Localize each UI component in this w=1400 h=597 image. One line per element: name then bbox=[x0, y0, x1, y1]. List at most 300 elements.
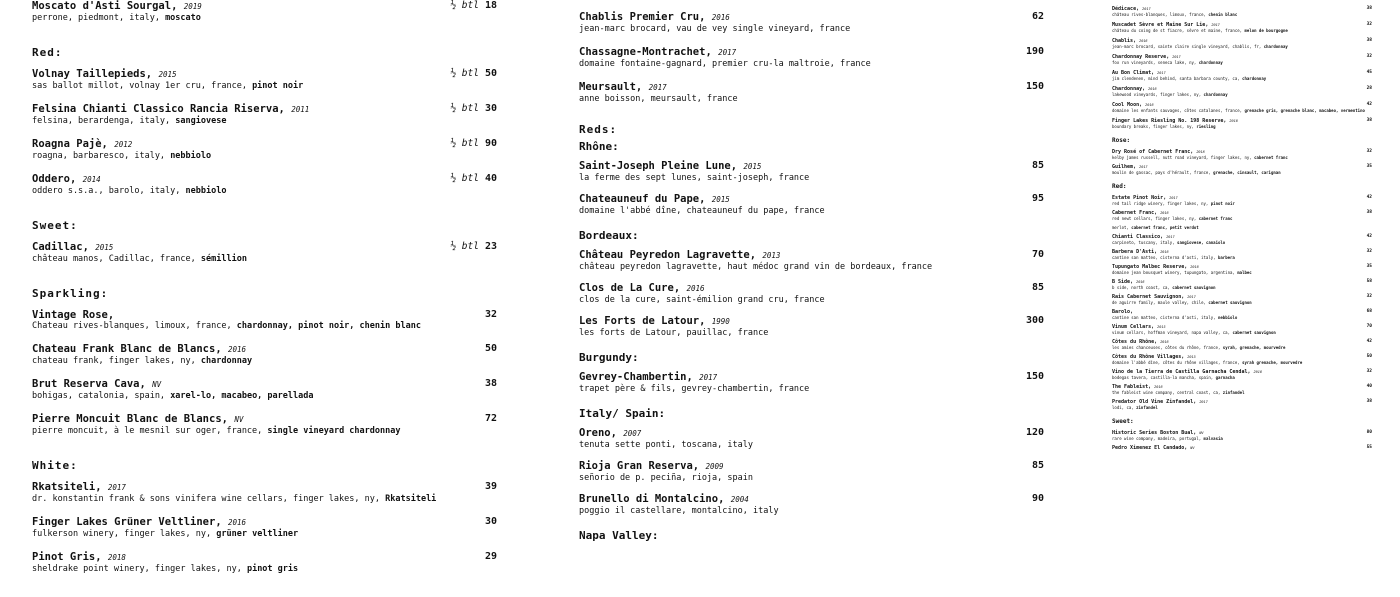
price-value: 38 bbox=[1366, 399, 1372, 404]
price-value: 120 bbox=[1025, 427, 1044, 438]
wine-producer: les forts de Latour, pauillac, france bbox=[579, 328, 769, 338]
wine-grape: cabernet franc bbox=[1254, 155, 1288, 160]
wine-description bbox=[1112, 12, 1372, 17]
wine-title: Chablis bbox=[1112, 38, 1134, 44]
wine-name: Dry Rosé of Cabernet Franc, 2018 bbox=[1112, 149, 1205, 155]
wine-description bbox=[1112, 170, 1372, 175]
price-value: 38 bbox=[1366, 6, 1372, 11]
wine-producer: bohigas, catalonia, spain, bbox=[32, 391, 166, 401]
wine-name: Vinum Cellars, 2015 bbox=[1112, 324, 1166, 330]
wine-title: Oreno bbox=[579, 427, 611, 439]
wine-price bbox=[1367, 195, 1372, 200]
half-bottle-label: ½ btl bbox=[450, 68, 479, 79]
wine-description bbox=[579, 295, 1044, 306]
wine-price bbox=[485, 551, 497, 562]
wine-title: Estate Pinot Noir bbox=[1112, 195, 1164, 201]
wine-grape: syrah grenache, mourvedre bbox=[1242, 360, 1303, 365]
wine-grape: nebbiolo bbox=[185, 186, 227, 196]
wine-title: Chateau Frank Blanc de Blancs bbox=[32, 343, 216, 355]
wine-entry bbox=[579, 371, 1044, 395]
half-bottle-label: ½ btl bbox=[450, 0, 479, 11]
wine-year: 2015 bbox=[158, 70, 177, 79]
wine-producer: red newt cellars, finger lakes, ny, bbox=[1112, 216, 1197, 221]
wine-price bbox=[1026, 81, 1044, 92]
wine-year: NV bbox=[152, 380, 162, 389]
wine-title: Tupungato Malbec Reserve bbox=[1112, 264, 1185, 270]
half-bottle-label: ½ btl bbox=[450, 241, 479, 252]
column-left bbox=[32, 0, 497, 597]
wine-price bbox=[450, 68, 497, 79]
wine-grape: xarel-lo, macabeo, parellada bbox=[170, 391, 314, 401]
wine-name: Chablis, 2016 bbox=[1112, 38, 1148, 44]
wine-grape: pinot noir bbox=[252, 81, 304, 91]
wine-grape: melon de bourgogne bbox=[1244, 28, 1288, 33]
wine-price bbox=[1367, 324, 1372, 329]
subsection-heading: Burgundy: bbox=[579, 351, 639, 364]
wine-entry bbox=[1112, 339, 1372, 350]
wine-year: 2017 bbox=[1199, 400, 1208, 404]
wine-description bbox=[1112, 28, 1372, 33]
wine-producer: b side, north coast, ca, bbox=[1112, 285, 1170, 290]
wine-price bbox=[1367, 70, 1372, 75]
wine-name: Chateauneuf du Pape, 2015 bbox=[579, 193, 730, 205]
wine-entry bbox=[1112, 38, 1372, 49]
wine-entry bbox=[32, 68, 497, 92]
price-value: 18 bbox=[484, 0, 497, 11]
wine-year: 2004 bbox=[730, 495, 749, 504]
wine-price bbox=[485, 343, 497, 354]
wine-price bbox=[1367, 399, 1372, 404]
wine-description bbox=[1112, 300, 1372, 305]
wine-producer: de aguirre family, maule valley, chile, bbox=[1112, 300, 1206, 305]
wine-grape: chardonnay bbox=[1198, 60, 1223, 65]
wine-grape: chardonnay bbox=[200, 356, 253, 366]
wine-entry bbox=[1112, 445, 1372, 451]
wine-title: Barbera D'Asti bbox=[1112, 249, 1155, 255]
wine-title: Cadillac bbox=[32, 241, 83, 253]
wine-title: Rkatsiteli bbox=[32, 481, 96, 493]
wine-title: Meursault bbox=[579, 81, 636, 93]
price-value: 55 bbox=[1366, 445, 1372, 450]
wine-producer: domaine l'abbé dîne, chateauneuf du pape, france bbox=[579, 206, 825, 216]
wine-title: Dédicace bbox=[1112, 6, 1137, 12]
wine-description bbox=[579, 94, 1044, 105]
wine-year: 2016 bbox=[1160, 211, 1169, 215]
wine-producer: lakewood vineyards, finger lakes, ny, bbox=[1112, 92, 1202, 97]
wine-price bbox=[485, 481, 497, 492]
wine-price bbox=[1367, 339, 1372, 344]
wine-year: 2017 bbox=[1157, 71, 1166, 75]
wine-description bbox=[1112, 330, 1372, 335]
wine-price bbox=[1367, 369, 1372, 374]
wine-name: Finger Lakes Riesling No. 198 Reserve, 2016 bbox=[1112, 118, 1238, 124]
wine-producer: señorio de p. peciña, rioja, spain bbox=[579, 473, 753, 483]
price-value: 32 bbox=[1366, 54, 1372, 59]
wine-year: NV bbox=[1199, 431, 1204, 435]
wine-name: Au Bon Climat, 2017 bbox=[1112, 70, 1166, 76]
wine-entry bbox=[1112, 234, 1372, 245]
wine-price bbox=[1367, 294, 1372, 299]
price-value: 150 bbox=[1025, 81, 1044, 92]
wine-price bbox=[1367, 149, 1372, 154]
price-value: 45 bbox=[1366, 70, 1372, 75]
wine-entry bbox=[32, 309, 497, 332]
wine-price bbox=[1367, 354, 1372, 359]
wine-title: Cabernet Franc bbox=[1112, 210, 1155, 216]
wine-grape: chardonnay, pinot noir, chenin blanc bbox=[236, 321, 421, 331]
wine-entry bbox=[579, 460, 1044, 484]
wine-price bbox=[1367, 22, 1372, 27]
wine-title: Côtes du Rhône Villages bbox=[1112, 354, 1182, 360]
half-bottle-label: ½ btl bbox=[450, 173, 479, 184]
wine-producer: tenuta sette ponti, toscana, italy bbox=[579, 440, 753, 450]
wine-entry bbox=[1112, 324, 1372, 335]
wine-entry bbox=[1112, 369, 1372, 380]
wine-entry bbox=[579, 249, 1044, 273]
price-value: 38 bbox=[1366, 210, 1372, 215]
wine-price bbox=[1032, 249, 1044, 260]
wine-name: Pierre Moncuit Blanc de Blancs, NV bbox=[32, 413, 244, 425]
wine-grape: cabernet franc, petit verdot bbox=[1131, 225, 1199, 230]
wine-price bbox=[1026, 315, 1044, 326]
wine-producer: roagna, barbaresco, italy, bbox=[32, 151, 166, 161]
wine-title: Chablis Premier Cru bbox=[579, 11, 700, 23]
wine-entry bbox=[1112, 210, 1372, 221]
wine-year: 2016 bbox=[1160, 340, 1169, 344]
wine-producer: dr. konstantin frank & sons vinifera wine cellars, finger lakes, ny, bbox=[32, 494, 380, 504]
wine-entry bbox=[579, 46, 1044, 70]
wine-name: Cabernet Franc, 2016 bbox=[1112, 210, 1169, 216]
price-value: 35 bbox=[1366, 164, 1372, 169]
wine-year: 2012 bbox=[114, 140, 133, 149]
wine-producer: château du coing de st fiacre, sèvre et maine, france, bbox=[1112, 28, 1243, 33]
wine-description bbox=[32, 116, 497, 127]
wine-description bbox=[1112, 270, 1372, 275]
wine-description bbox=[1112, 124, 1372, 129]
wine-producer: kelby james russell, nutt road vineyard, finger lakes, ny, bbox=[1112, 155, 1252, 160]
section-heading: Sweet: bbox=[32, 219, 78, 232]
wine-producer: moulin de gassac, pays d'hérault, france, bbox=[1112, 170, 1211, 175]
wine-name: Les Forts de Latour, 1990 bbox=[579, 315, 730, 327]
wine-price bbox=[1367, 54, 1372, 59]
wine-name: Clos de La Cure, 2016 bbox=[579, 282, 705, 294]
wine-year: 2019 bbox=[183, 2, 202, 11]
wine-title: Au Bon Climat bbox=[1112, 70, 1152, 76]
price-value: 58 bbox=[1366, 279, 1372, 284]
wine-year: 2017 bbox=[1139, 165, 1148, 169]
wine-title: Roagna Pajè bbox=[32, 138, 102, 150]
wine-description bbox=[579, 173, 1044, 184]
wine-producer: rare wine company, madeira, portugal, bbox=[1112, 436, 1202, 441]
wine-year: 2017 bbox=[1187, 295, 1196, 299]
wine-entry bbox=[1112, 249, 1372, 260]
wine-entry bbox=[1112, 354, 1372, 365]
price-value: 70 bbox=[1366, 324, 1372, 329]
wine-entry bbox=[32, 516, 497, 540]
wine-price bbox=[1367, 210, 1372, 215]
wine-producer: domaine jean bousquet winery, tupungato, argentina, bbox=[1112, 270, 1235, 275]
wine-name: Rkatsiteli, 2017 bbox=[32, 481, 126, 493]
wine-grape: grenache gris, grenache blanc, macabeo, vermentino bbox=[1244, 108, 1365, 113]
wine-name: Guilhem, 2017 bbox=[1112, 164, 1148, 170]
price-value: 23 bbox=[484, 241, 497, 252]
wine-name: Finger Lakes Grüner Veltliner, 2016 bbox=[32, 516, 247, 528]
wine-grape: chenin blanc bbox=[1208, 12, 1238, 17]
wine-year: 2016 bbox=[1190, 265, 1199, 269]
wine-grape: cabernet franc bbox=[1198, 216, 1233, 221]
wine-year: 2018 bbox=[1196, 150, 1205, 154]
wine-name: Dédicace, 2017 bbox=[1112, 6, 1151, 12]
wine-grape: syrah, grenache, mourvedre bbox=[1222, 345, 1286, 350]
wine-year: 2017 bbox=[1142, 7, 1151, 11]
wine-name: Historic Series Boston Bual, NV bbox=[1112, 430, 1204, 436]
wine-entry bbox=[1112, 195, 1372, 206]
price-value: 40 bbox=[1366, 384, 1372, 389]
wine-price bbox=[450, 0, 497, 11]
wine-entry bbox=[32, 413, 497, 437]
wine-price bbox=[450, 241, 497, 252]
wine-producer: les amies chanceuses, côtes du rhône, france, bbox=[1112, 345, 1221, 350]
wine-price bbox=[1026, 371, 1044, 382]
wine-price bbox=[485, 516, 497, 527]
wine-description bbox=[32, 564, 497, 575]
section-heading: Rose: bbox=[1112, 137, 1131, 144]
wine-producer: perrone, piedmont, italy, bbox=[32, 13, 160, 23]
wine-producer: vinum cellars, hoffman vineyard, napa valley, ca, bbox=[1112, 330, 1231, 335]
wine-description bbox=[1112, 201, 1372, 206]
wine-title: Felsina Chianti Classico Rancia Riserva bbox=[32, 103, 279, 115]
price-value: 50 bbox=[484, 68, 497, 79]
wine-description bbox=[32, 321, 497, 332]
wine-entry bbox=[1112, 430, 1372, 441]
wine-name: Château Peyredon Lagravette, 2013 bbox=[579, 249, 781, 261]
wine-description bbox=[1112, 76, 1372, 81]
wine-producer: fulkerson winery, finger lakes, ny, bbox=[32, 529, 212, 539]
wine-name: Chassagne-Montrachet, 2017 bbox=[579, 46, 737, 58]
wine-title: Chateauneuf du Pape bbox=[579, 193, 700, 205]
wine-grape: chardonnay bbox=[1263, 44, 1288, 49]
wine-producer: boundary breaks, finger lakes, ny, bbox=[1112, 124, 1194, 129]
wine-producer: poggio il castellare, montalcino, italy bbox=[579, 506, 779, 516]
price-value: 42 bbox=[1366, 195, 1372, 200]
wine-entry bbox=[1112, 54, 1372, 65]
subsection-heading: Italy/ Spain: bbox=[579, 407, 666, 420]
wine-grape: nebbiolo bbox=[170, 151, 212, 161]
wine-name: Felsina Chianti Classico Rancia Riserva, 2011 bbox=[32, 103, 310, 115]
wine-name: Gevrey-Chambertin, 2017 bbox=[579, 371, 718, 383]
wine-year: 2016 bbox=[227, 518, 247, 527]
wine-year: 2016 bbox=[1148, 87, 1157, 91]
wine-year: 2017 bbox=[1211, 23, 1220, 27]
wine-entry bbox=[1112, 384, 1372, 395]
wine-description bbox=[1112, 285, 1372, 290]
wine-name: Chardonnay, 2016 bbox=[1112, 86, 1157, 92]
wine-producer: lodi, ca, bbox=[1112, 405, 1134, 410]
wine-description bbox=[1112, 60, 1372, 65]
wine-title: Saint-Joseph Pleine Lune bbox=[579, 160, 731, 172]
wine-name: Oreno, 2007 bbox=[579, 427, 642, 439]
wine-grape: cabernet sauvignon bbox=[1208, 300, 1252, 305]
price-value: 32 bbox=[484, 309, 497, 320]
wine-producer: sheldrake point winery, finger lakes, ny, bbox=[32, 564, 242, 574]
wine-year: 1990 bbox=[711, 317, 730, 326]
wine-price bbox=[1367, 309, 1372, 314]
wine-producer: château peyredon lagravette, haut médoc grand vin de bordeaux, france bbox=[579, 262, 933, 272]
price-value: 42 bbox=[1366, 102, 1372, 107]
wine-price bbox=[1367, 102, 1372, 107]
wine-grape: riesling bbox=[1196, 124, 1216, 129]
wine-name: Chateau Frank Blanc de Blancs, 2016 bbox=[32, 343, 247, 355]
wine-producer: la ferme des sept lunes, saint-joseph, france bbox=[579, 173, 810, 183]
wine-title: Brunello di Montalcino bbox=[579, 493, 719, 505]
wine-grape: grüner veltliner bbox=[216, 529, 299, 539]
wine-title: Barolo bbox=[1112, 309, 1131, 315]
wine-producer: felsina, berardenga, italy, bbox=[32, 116, 171, 126]
wine-title: Pinot Gris bbox=[32, 551, 96, 563]
wine-name: The Fableist, 2016 bbox=[1112, 384, 1163, 390]
price-value: 38 bbox=[1366, 118, 1372, 123]
wine-year: 2018 bbox=[1253, 370, 1262, 374]
wine-year: NV bbox=[1190, 446, 1195, 450]
price-value: 50 bbox=[484, 343, 497, 354]
wine-name: Meursault, 2017 bbox=[579, 81, 667, 93]
wine-grape: single vineyard chardonnay bbox=[267, 426, 401, 436]
wine-producer: red tail ridge winery, finger lakes, ny, bbox=[1112, 201, 1209, 206]
wine-title: Chassagne-Montrachet bbox=[579, 46, 706, 58]
wine-name: Cadillac, 2015 bbox=[32, 241, 114, 253]
wine-description bbox=[32, 13, 497, 24]
wine-entry bbox=[1112, 70, 1372, 81]
column-middle bbox=[579, 11, 1044, 549]
wine-description bbox=[1112, 315, 1372, 320]
wine-producer: sas ballot millot, volnay 1er cru, france, bbox=[32, 81, 247, 91]
price-value: 40 bbox=[484, 173, 497, 184]
wine-year: 2017 bbox=[1169, 196, 1178, 200]
price-value: 32 bbox=[1366, 249, 1372, 254]
price-value: 38 bbox=[484, 378, 497, 389]
wine-grape: pinot gris bbox=[246, 564, 299, 574]
wine-grape: malbec bbox=[1237, 270, 1252, 275]
wine-producer: jean-marc brocard, sainte claire single vineyard, chablis, fr, bbox=[1112, 44, 1262, 49]
wine-producer: domaine les enfants sauvages, côtes catalanes, france, bbox=[1112, 108, 1243, 113]
wine-entry bbox=[579, 160, 1044, 184]
wine-price bbox=[485, 309, 497, 320]
wine-name: Cool Moon, 2016 bbox=[1112, 102, 1154, 108]
wine-entry bbox=[1112, 164, 1372, 175]
wine-producer: clos de la cure, saint-émilion grand cru, france bbox=[579, 295, 825, 305]
price-value: 90 bbox=[1031, 493, 1044, 504]
wine-entry bbox=[32, 241, 497, 265]
wine-name: Vino de la Tierra de Castilla Garnacha Cendal, 2018 bbox=[1112, 369, 1262, 375]
half-bottle-label: ½ btl bbox=[450, 138, 479, 149]
wine-description bbox=[1112, 360, 1372, 365]
wine-producer: chateau frank, finger lakes, ny, bbox=[32, 356, 196, 366]
wine-description bbox=[1112, 155, 1372, 160]
price-value: 85 bbox=[1031, 460, 1044, 471]
wine-year: 2016 bbox=[686, 284, 705, 293]
wine-title: B Side bbox=[1112, 279, 1131, 285]
section-heading: Reds: bbox=[579, 123, 618, 136]
wine-price bbox=[1367, 264, 1372, 269]
wine-description bbox=[1112, 108, 1372, 113]
wine-producer: oddero s.s.a., barolo, italy, bbox=[32, 186, 181, 196]
price-value: 300 bbox=[1025, 315, 1044, 326]
wine-name: Chianti Classico, 2017 bbox=[1112, 234, 1175, 240]
wine-description bbox=[32, 254, 497, 265]
wine-description bbox=[32, 356, 497, 367]
wine-name: Pedro Ximenez El Candado, NV bbox=[1112, 445, 1195, 451]
price-value: 95 bbox=[1031, 193, 1044, 204]
wine-entry bbox=[32, 551, 497, 575]
wine-description bbox=[32, 391, 497, 402]
wine-year: 2015 bbox=[743, 162, 762, 171]
wine-entry bbox=[579, 282, 1044, 306]
wine-description bbox=[32, 426, 497, 437]
price-value: 72 bbox=[484, 413, 497, 424]
wine-entry bbox=[32, 0, 497, 24]
price-value: 38 bbox=[1366, 38, 1372, 43]
wine-name: B Side, 2016 bbox=[1112, 279, 1145, 285]
wine-grape: sangiovese, canaiolo bbox=[1177, 240, 1226, 245]
wine-description bbox=[1112, 216, 1372, 221]
wine-price bbox=[1032, 193, 1044, 204]
price-value: 190 bbox=[1025, 46, 1044, 57]
wine-producer: carpineto, tuscany, italy, bbox=[1112, 240, 1175, 245]
wine-entry bbox=[1112, 264, 1372, 275]
wine-name: Estate Pinot Noir, 2017 bbox=[1112, 195, 1178, 201]
wine-description bbox=[1112, 345, 1372, 350]
wine-price bbox=[450, 103, 497, 114]
wine-name: Saint-Joseph Pleine Lune, 2015 bbox=[579, 160, 762, 172]
wine-price bbox=[1032, 282, 1044, 293]
wine-year: 2016 bbox=[1136, 280, 1145, 284]
price-value: 35 bbox=[1366, 264, 1372, 269]
section-heading: White: bbox=[32, 459, 78, 472]
price-value: 62 bbox=[1031, 11, 1044, 22]
wine-name: Predator Old Vine Zinfandel, 2017 bbox=[1112, 399, 1208, 405]
wine-entry bbox=[32, 481, 497, 505]
wine-entry bbox=[32, 173, 497, 197]
wine-year: 2015 bbox=[95, 243, 114, 252]
wine-producer: château manos, Cadillac, france, bbox=[32, 254, 196, 264]
wine-grape: moscato bbox=[165, 13, 201, 23]
wine-description bbox=[1112, 255, 1372, 260]
wine-year: 2015 bbox=[711, 195, 730, 204]
column-right bbox=[1112, 6, 1372, 455]
wine-entry bbox=[579, 81, 1044, 105]
wine-producer: anne boisson, meursault, france bbox=[579, 94, 738, 104]
wine-producer: cantine san matteo, cisterna d'asti, italy, bbox=[1112, 315, 1216, 320]
wine-name: Pinot Gris, 2018 bbox=[32, 551, 126, 563]
wine-description bbox=[579, 440, 1044, 451]
wine-producer: jim clendenen, mind behind, santa barbara county, ca, bbox=[1112, 76, 1240, 81]
wine-description bbox=[579, 506, 1044, 517]
wine-year: NV bbox=[234, 415, 244, 424]
wine-title: Les Forts de Latour bbox=[579, 315, 700, 327]
wine-price bbox=[1367, 86, 1372, 91]
wine-price bbox=[1032, 160, 1044, 171]
wine-name: Roagna Pajè, 2012 bbox=[32, 138, 133, 150]
wine-price bbox=[1367, 6, 1372, 11]
wine-entry bbox=[579, 493, 1044, 517]
price-value: 32 bbox=[1366, 22, 1372, 27]
price-value: 30 bbox=[484, 103, 497, 114]
wine-price bbox=[1367, 164, 1372, 169]
wine-entry bbox=[1112, 22, 1372, 33]
wine-entry bbox=[1112, 102, 1372, 113]
wine-entry bbox=[32, 138, 497, 162]
wine-year: 2011 bbox=[291, 105, 310, 114]
